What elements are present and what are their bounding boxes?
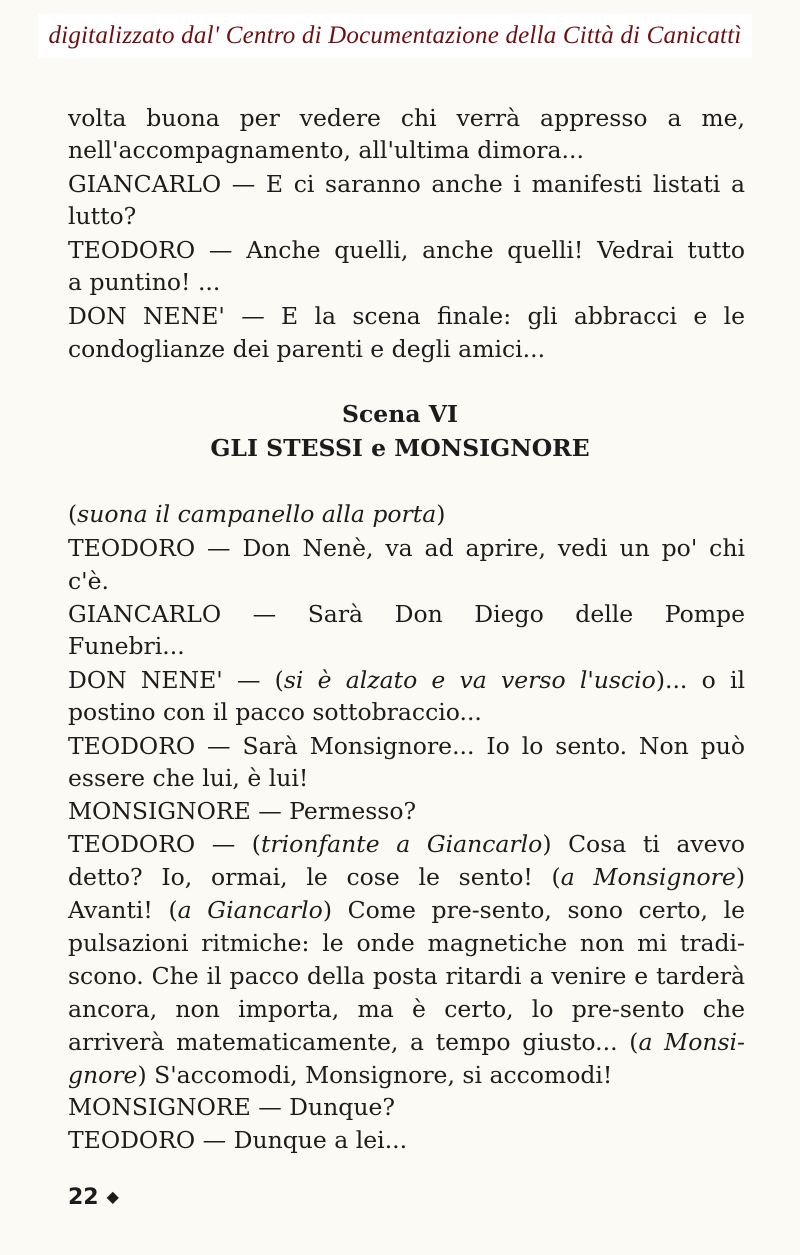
stage-direction-text: a Monsi- <box>638 1028 745 1056</box>
stage-direction-text: suona il campanello alla porta <box>77 500 437 528</box>
text-line: MONSIGNORE — Permesso? <box>68 797 417 825</box>
text-line: DON NENE' — E la scena finale: gli abbracci e le <box>68 302 745 330</box>
text-line: Funebri... <box>68 632 185 660</box>
scene-title: GLI STESSI e MONSIGNORE <box>210 434 590 462</box>
text-span: ) S'accomodi, Monsignore, si accomodi! <box>137 1061 613 1089</box>
text-line: GIANCARLO — E ci saranno anche i manifesti listati a <box>68 170 745 198</box>
stage-direction-text: gnore <box>68 1061 138 1089</box>
text-line: c'è. <box>68 567 109 595</box>
text-span: ) <box>735 863 745 891</box>
text-span: )... o il <box>655 666 745 694</box>
stage-direction-text: si è alzato e va verso l'uscio <box>283 666 656 694</box>
page-number <box>68 1185 119 1210</box>
text-line <box>68 828 745 860</box>
diamond-icon: ◆ <box>106 1187 119 1206</box>
text-span: ) Come pre-sento, sono certo, le <box>322 896 746 924</box>
text-span: TEODORO — ( <box>68 830 261 858</box>
stage-direction-text: a Giancarlo <box>177 896 323 924</box>
text-line <box>68 894 745 926</box>
text-line <box>68 1059 745 1091</box>
text-span: Avanti! ( <box>68 896 178 924</box>
text-line: essere che lui, è lui! <box>68 764 309 792</box>
text-line: ancora, non importa, ma è certo, lo pre-sento che <box>68 995 745 1023</box>
text-span: detto? Io, ormai, le cose le sento! ( <box>68 863 561 891</box>
text-line <box>68 1026 745 1058</box>
text-line: TEODORO — Dunque a lei... <box>68 1126 408 1154</box>
text-line: condoglianze dei parenti e degli amici... <box>68 335 546 363</box>
text-line <box>68 664 745 696</box>
text-line: GIANCARLO — Sarà Don Diego delle Pompe <box>68 600 745 628</box>
stage-direction-text: trionfante a Giancarlo <box>260 830 543 858</box>
text-line: lutto? <box>68 202 137 230</box>
text-line: postino con il pacco sottobraccio... <box>68 698 482 726</box>
text-line: MONSIGNORE — Dunque? <box>68 1093 395 1121</box>
text-span: DON NENE' — ( <box>68 666 284 694</box>
text-span: arriverà matematicamente, a tempo giusto... ( <box>68 1028 639 1056</box>
text-line: scono. Che il pacco della posta ritardi a venire e tarderà <box>68 962 745 990</box>
text-line <box>68 861 745 893</box>
text-line: a puntino! ... <box>68 268 221 296</box>
text-line: TEODORO — Anche quelli, anche quelli! Vedrai tutto <box>68 236 745 264</box>
text-line: TEODORO — Don Nenè, va ad aprire, vedi un po' chi <box>68 534 745 562</box>
text-span: ) Cosa ti avevo <box>542 830 745 858</box>
text-line: volta buona per vedere chi verrà appresso a me, <box>68 104 745 132</box>
scene-number: Scena VI <box>342 400 458 428</box>
stage-direction-text: a Monsignore <box>560 863 736 891</box>
stage-direction: (suona il campanello alla porta) <box>68 500 446 528</box>
text-line: nell'accompagnamento, all'ultima dimora... <box>68 136 584 164</box>
digitization-watermark: digitalizzato dal' Centro di Documentazione della Città di Canicattì <box>38 14 752 58</box>
text-line: TEODORO — Sarà Monsignore... Io lo sento. Non può <box>68 732 745 760</box>
page-number-value: 22 <box>68 1185 99 1210</box>
text-line: pulsazioni ritmiche: le onde magnetiche non mi tradi- <box>68 929 745 957</box>
